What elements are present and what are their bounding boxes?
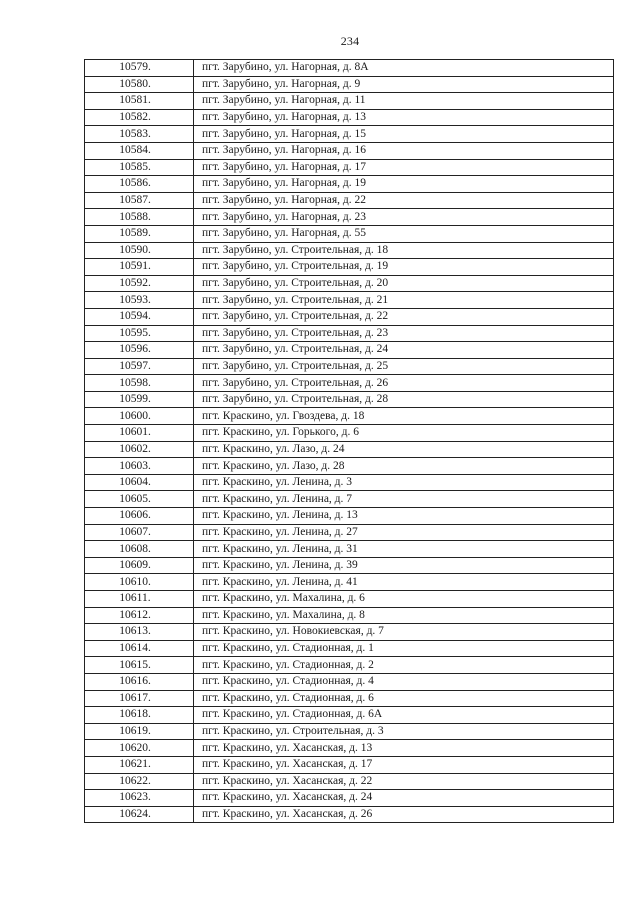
row-number-cell: 10589. <box>85 225 194 242</box>
address-cell: пгт. Краскино, ул. Стадионная, д. 6А <box>194 707 614 724</box>
address-cell: пгт. Краскино, ул. Строительная, д. 3 <box>194 723 614 740</box>
table-row <box>85 408 614 425</box>
table-row <box>85 591 614 608</box>
address-cell: пгт. Краскино, ул. Ленина, д. 13 <box>194 508 614 525</box>
row-number-cell: 10598. <box>85 375 194 392</box>
row-number-cell: 10585. <box>85 159 194 176</box>
row-number-cell: 10583. <box>85 126 194 143</box>
table-row <box>85 126 614 143</box>
address-cell: пгт. Зарубино, ул. Строительная, д. 20 <box>194 275 614 292</box>
row-number-cell: 10617. <box>85 690 194 707</box>
row-number-cell: 10616. <box>85 673 194 690</box>
table-row <box>85 773 614 790</box>
address-cell: пгт. Краскино, ул. Хасанская, д. 17 <box>194 756 614 773</box>
row-number-cell: 10586. <box>85 176 194 193</box>
row-number-cell: 10600. <box>85 408 194 425</box>
table-row <box>85 524 614 541</box>
row-number-cell: 10601. <box>85 425 194 442</box>
address-cell: пгт. Краскино, ул. Ленина, д. 39 <box>194 557 614 574</box>
address-cell: пгт. Зарубино, ул. Нагорная, д. 11 <box>194 93 614 110</box>
row-number-cell: 10595. <box>85 325 194 342</box>
address-cell: пгт. Краскино, ул. Хасанская, д. 13 <box>194 740 614 757</box>
table-row <box>85 657 614 674</box>
row-number-cell: 10615. <box>85 657 194 674</box>
table-row <box>85 673 614 690</box>
row-number-cell: 10581. <box>85 93 194 110</box>
row-number-cell: 10587. <box>85 192 194 209</box>
address-cell: пгт. Краскино, ул. Хасанская, д. 26 <box>194 806 614 823</box>
table-row <box>85 60 614 77</box>
address-cell: пгт. Зарубино, ул. Строительная, д. 21 <box>194 292 614 309</box>
row-number-cell: 10623. <box>85 790 194 807</box>
row-number-cell: 10611. <box>85 591 194 608</box>
row-number-cell: 10618. <box>85 707 194 724</box>
address-cell: пгт. Краскино, ул. Хасанская, д. 22 <box>194 773 614 790</box>
table-row <box>85 557 614 574</box>
address-cell: пгт. Краскино, ул. Хасанская, д. 24 <box>194 790 614 807</box>
row-number-cell: 10620. <box>85 740 194 757</box>
row-number-cell: 10605. <box>85 491 194 508</box>
row-number-cell: 10619. <box>85 723 194 740</box>
row-number-cell: 10608. <box>85 541 194 558</box>
address-cell: пгт. Краскино, ул. Ленина, д. 7 <box>194 491 614 508</box>
row-number-cell: 10593. <box>85 292 194 309</box>
table-row <box>85 541 614 558</box>
row-number-cell: 10614. <box>85 640 194 657</box>
table-row <box>85 441 614 458</box>
address-cell: пгт. Зарубино, ул. Нагорная, д. 13 <box>194 109 614 126</box>
address-cell: пгт. Зарубино, ул. Нагорная, д. 17 <box>194 159 614 176</box>
table-row <box>85 640 614 657</box>
row-number-cell: 10592. <box>85 275 194 292</box>
address-cell: пгт. Зарубино, ул. Строительная, д. 28 <box>194 391 614 408</box>
address-cell: пгт. Зарубино, ул. Нагорная, д. 15 <box>194 126 614 143</box>
table-row <box>85 142 614 159</box>
table-row <box>85 358 614 375</box>
table-row <box>85 707 614 724</box>
row-number-cell: 10609. <box>85 557 194 574</box>
address-cell: пгт. Краскино, ул. Ленина, д. 27 <box>194 524 614 541</box>
table-row <box>85 176 614 193</box>
row-number-cell: 10599. <box>85 391 194 408</box>
table-row <box>85 574 614 591</box>
address-cell: пгт. Зарубино, ул. Строительная, д. 24 <box>194 342 614 359</box>
row-number-cell: 10584. <box>85 142 194 159</box>
address-cell: пгт. Краскино, ул. Ленина, д. 41 <box>194 574 614 591</box>
address-cell: пгт. Краскино, ул. Стадионная, д. 1 <box>194 640 614 657</box>
table-row <box>85 391 614 408</box>
address-cell: пгт. Краскино, ул. Стадионная, д. 6 <box>194 690 614 707</box>
row-number-cell: 10613. <box>85 624 194 641</box>
table-row <box>85 491 614 508</box>
table-row <box>85 325 614 342</box>
table-row <box>85 508 614 525</box>
table-row <box>85 474 614 491</box>
address-cell: пгт. Краскино, ул. Стадионная, д. 2 <box>194 657 614 674</box>
row-number-cell: 10604. <box>85 474 194 491</box>
row-number-cell: 10621. <box>85 756 194 773</box>
table-row <box>85 109 614 126</box>
table-row <box>85 209 614 226</box>
address-cell: пгт. Краскино, ул. Горького, д. 6 <box>194 425 614 442</box>
row-number-cell: 10594. <box>85 308 194 325</box>
table-row <box>85 790 614 807</box>
address-cell: пгт. Зарубино, ул. Нагорная, д. 55 <box>194 225 614 242</box>
row-number-cell: 10582. <box>85 109 194 126</box>
address-cell: пгт. Зарубино, ул. Нагорная, д. 22 <box>194 192 614 209</box>
address-cell: пгт. Зарубино, ул. Нагорная, д. 19 <box>194 176 614 193</box>
address-cell: пгт. Краскино, ул. Ленина, д. 3 <box>194 474 614 491</box>
address-cell: пгт. Краскино, ул. Новокиевская, д. 7 <box>194 624 614 641</box>
address-table-body <box>85 60 614 823</box>
address-cell: пгт. Краскино, ул. Лазо, д. 24 <box>194 441 614 458</box>
page-number: 234 <box>340 34 360 48</box>
table-row <box>85 225 614 242</box>
table-row <box>85 192 614 209</box>
address-cell: пгт. Краскино, ул. Махалина, д. 6 <box>194 591 614 608</box>
table-row <box>85 292 614 309</box>
row-number-cell: 10603. <box>85 458 194 475</box>
address-cell: пгт. Зарубино, ул. Нагорная, д. 8А <box>194 60 614 77</box>
table-row <box>85 275 614 292</box>
table-row <box>85 159 614 176</box>
row-number-cell: 10591. <box>85 259 194 276</box>
row-number-cell: 10579. <box>85 60 194 77</box>
address-cell: пгт. Зарубино, ул. Строительная, д. 26 <box>194 375 614 392</box>
address-table <box>84 59 614 823</box>
row-number-cell: 10607. <box>85 524 194 541</box>
row-number-cell: 10606. <box>85 508 194 525</box>
row-number-cell: 10588. <box>85 209 194 226</box>
address-cell: пгт. Зарубино, ул. Нагорная, д. 16 <box>194 142 614 159</box>
table-row <box>85 308 614 325</box>
row-number-cell: 10580. <box>85 76 194 93</box>
address-cell: пгт. Зарубино, ул. Строительная, д. 19 <box>194 259 614 276</box>
address-cell: пгт. Зарубино, ул. Нагорная, д. 9 <box>194 76 614 93</box>
address-cell: пгт. Зарубино, ул. Строительная, д. 25 <box>194 358 614 375</box>
row-number-cell: 10602. <box>85 441 194 458</box>
address-cell: пгт. Зарубино, ул. Нагорная, д. 23 <box>194 209 614 226</box>
row-number-cell: 10624. <box>85 806 194 823</box>
table-row <box>85 624 614 641</box>
table-row <box>85 259 614 276</box>
address-cell: пгт. Краскино, ул. Лазо, д. 28 <box>194 458 614 475</box>
address-cell: пгт. Краскино, ул. Стадионная, д. 4 <box>194 673 614 690</box>
table-row <box>85 740 614 757</box>
address-cell: пгт. Краскино, ул. Гвоздева, д. 18 <box>194 408 614 425</box>
table-row <box>85 690 614 707</box>
address-cell: пгт. Зарубино, ул. Строительная, д. 23 <box>194 325 614 342</box>
address-cell: пгт. Краскино, ул. Ленина, д. 31 <box>194 541 614 558</box>
row-number-cell: 10612. <box>85 607 194 624</box>
table-row <box>85 607 614 624</box>
row-number-cell: 10597. <box>85 358 194 375</box>
row-number-cell: 10596. <box>85 342 194 359</box>
row-number-cell: 10622. <box>85 773 194 790</box>
table-row <box>85 76 614 93</box>
address-cell: пгт. Зарубино, ул. Строительная, д. 18 <box>194 242 614 259</box>
table-row <box>85 375 614 392</box>
table-row <box>85 425 614 442</box>
table-row <box>85 93 614 110</box>
table-row <box>85 242 614 259</box>
table-row <box>85 342 614 359</box>
table-row <box>85 806 614 823</box>
address-cell: пгт. Краскино, ул. Махалина, д. 8 <box>194 607 614 624</box>
row-number-cell: 10590. <box>85 242 194 259</box>
table-row <box>85 458 614 475</box>
table-row <box>85 756 614 773</box>
address-cell: пгт. Зарубино, ул. Строительная, д. 22 <box>194 308 614 325</box>
row-number-cell: 10610. <box>85 574 194 591</box>
table-row <box>85 723 614 740</box>
